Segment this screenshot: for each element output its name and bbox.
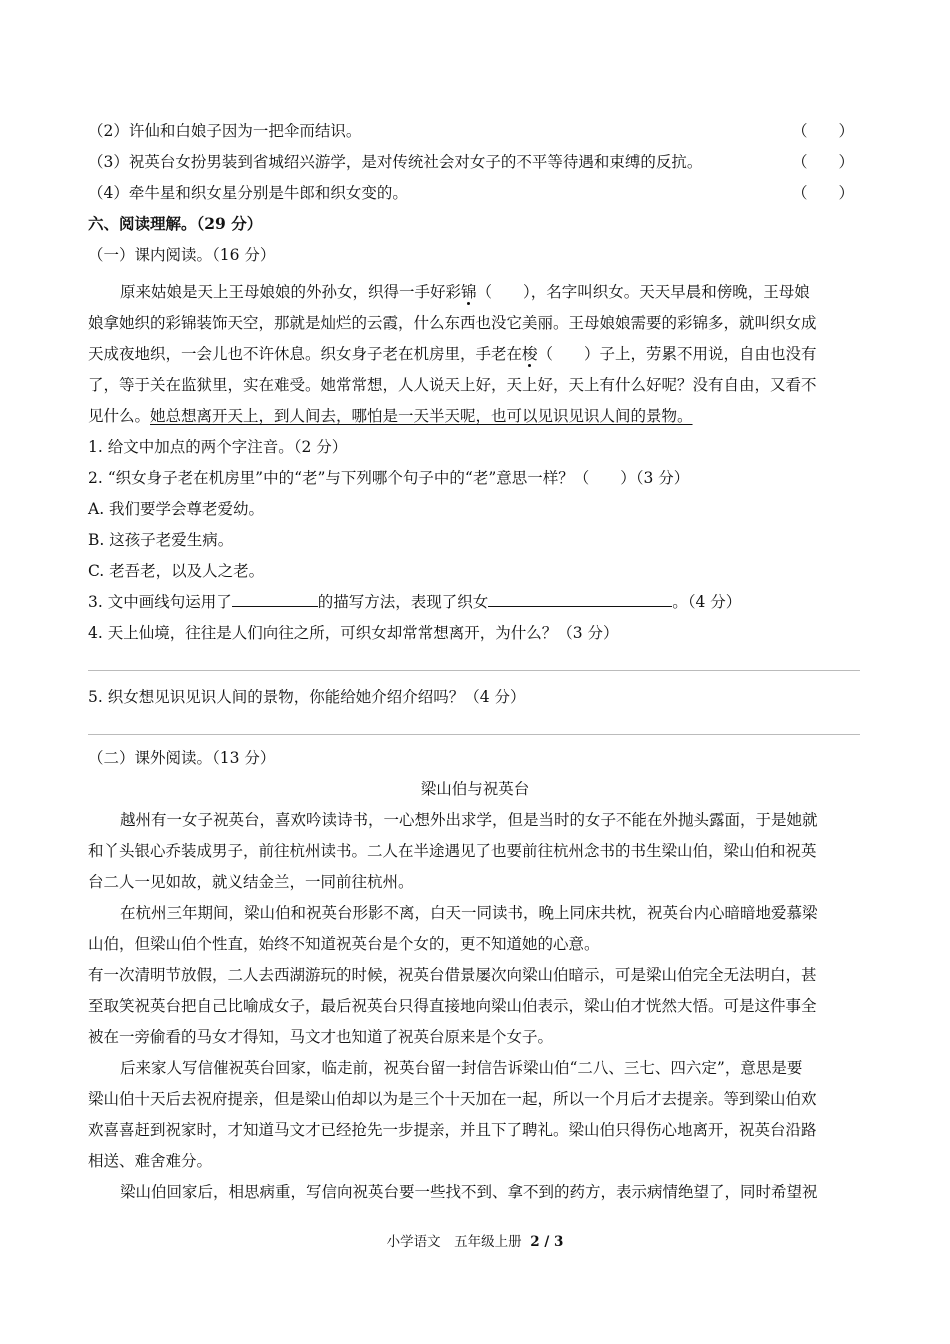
answer-line-q5[interactable] [88, 734, 860, 735]
question-2: 2. “织女身子老在机房里”中的“老”与下列哪个句子中的“老”意思一样？（ ）（3 分） [88, 469, 690, 487]
judge-answer-bracket-3[interactable]: （ ） [792, 153, 855, 171]
option-b: B. 这孩子老爱生病。 [88, 531, 234, 549]
passage-text: 原来姑娘是天上王母娘娘的外孙女，织得一手好彩 [120, 283, 462, 301]
passage2-line: 至取笑祝英台把自己比喻成女子，最后祝英台只得直接地向梁山伯表示，梁山伯才恍然大悟。可是这件事全 [88, 997, 817, 1015]
question-3 [88, 592, 868, 612]
option-c: C. 老吾老，以及人之老。 [88, 562, 265, 580]
footer-subject: 小学语文 五年级上册 [386, 1234, 522, 1250]
underlined-sentence: 她总想离开天上，到人间去，哪怕是一天半天呢，也可以见识见识人间的景物。 [150, 407, 693, 425]
passage1-line-1 [120, 282, 868, 302]
passage1-line-5 [88, 406, 868, 426]
judge-item-2: （2）许仙和白娘子因为一把伞而结识。 [88, 122, 362, 140]
section-heading: 六、阅读理解。（29 分） [88, 214, 263, 233]
passage2-line: 越州有一女子祝英台，喜欢吟读诗书，一心想外出求学，但是当时的女子不能在外抛头露面，于是她就 [120, 811, 818, 829]
part2-label: （二）课外阅读。（13 分） [88, 749, 276, 767]
passage-text: 见什么。 [88, 407, 151, 425]
dotted-char-suo: 梭 [522, 345, 538, 363]
answer-blank-1[interactable] [232, 592, 318, 607]
passage2-line: 梁山伯十天后去祝府提亲，但是梁山伯却以为是三个十天加在一起，所以一个月后才去提亲。等到梁山伯欢 [88, 1090, 817, 1108]
question-5: 5. 织女想见识见识人间的景物，你能给她介绍介绍吗？（4 分） [88, 688, 526, 706]
answer-line-q4[interactable] [88, 670, 860, 671]
judge-answer-bracket-2[interactable]: （ ） [792, 122, 855, 140]
passage2-line: 梁山伯回家后，相思病重，写信向祝英台要一些找不到、拿不到的药方，表示病情绝望了，同时希望祝 [120, 1183, 818, 1201]
passage2-line: 在杭州三年期间，梁山伯和祝英台形影不离，白天一同读书，晚上同床共枕，祝英台内心暗暗地爱慕梁 [120, 904, 818, 922]
question-text: 3. 文中画线句运用了 [88, 593, 232, 611]
passage2-line: 相送、难舍难分。 [88, 1152, 213, 1170]
option-a: A. 我们要学会尊老爱幼。 [88, 500, 265, 518]
judge-item-3: （3）祝英台女扮男装到省城绍兴游学，是对传统社会对女子的不平等待遇和束缚的反抗。 [88, 153, 703, 171]
part1-label: （一）课内阅读。（16 分） [88, 246, 276, 264]
passage1-line-2: 娘拿她织的彩锦装饰天空，那就是灿烂的云霞，什么东西也没它美丽。王母娘娘需要的彩锦多，就叫织女成 [88, 314, 817, 332]
page-number: 2 / 3 [530, 1234, 564, 1250]
passage2-line: 被在一旁偷看的马女才得知，马文才也知道了祝英台原来是个女子。 [88, 1028, 554, 1046]
question-text: 的描写方法，表现了织女 [317, 593, 489, 611]
passage2-title: 梁山伯与祝英台 [420, 780, 530, 798]
dotted-char-jin: 锦 [461, 283, 477, 301]
passage1-line-4: 了，等于关在监狱里，实在难受。她常常想，人人说天上好，天上好，天上有什么好呢？没有自由，又看不 [88, 376, 817, 394]
passage-text: （ ），名字叫织女。天天早晨和傍晚，王母娘 [476, 283, 810, 301]
passage2-line: 和丫头银心乔装成男子，前往杭州读书。二人在半途遇见了也要前往杭州念书的书生梁山伯，梁山伯和祝英 [88, 842, 817, 860]
passage2-line: 欢喜喜赶到祝家时，才知道马文才已经抢先一步提亲，并且下了聘礼。梁山伯只得伤心地离开，祝英台沿路 [88, 1121, 817, 1139]
passage2-line: 台二人一见如故，就义结金兰，一同前往杭州。 [88, 873, 414, 891]
passage-text: 天成夜地织，一会儿也不许休息。织女身子老在机房里，手老在 [88, 345, 523, 363]
question-text: 。（4 分） [672, 593, 742, 611]
question-4: 4. 天上仙境，往往是人们向往之所，可织女却常常想离开，为什么？（3 分） [88, 624, 619, 642]
judge-answer-bracket-4[interactable]: （ ） [792, 184, 855, 202]
passage2-line: 山伯，但梁山伯个性直，始终不知道祝英台是个女的，更不知道她的心意。 [88, 935, 600, 953]
passage2-line: 有一次清明节放假，二人去西湖游玩的时候，祝英台借景屡次向梁山伯暗示，可是梁山伯完全无法明白，甚 [88, 966, 817, 984]
answer-blank-2[interactable] [488, 592, 672, 607]
passage2-line: 后来家人写信催祝英台回家，临走前，祝英台留一封信告诉梁山伯“二八、三七、四六定”，意思是要 [120, 1059, 803, 1077]
judge-item-4: （4）牵牛星和织女星分别是牛郎和织女变的。 [88, 184, 408, 202]
page-footer [0, 1232, 950, 1252]
passage-text: （ ）子上，劳累不用说，自由也没有 [537, 345, 817, 363]
question-1: 1. 给文中加点的两个字注音。（2 分） [88, 438, 348, 456]
passage1-line-3 [88, 344, 868, 364]
